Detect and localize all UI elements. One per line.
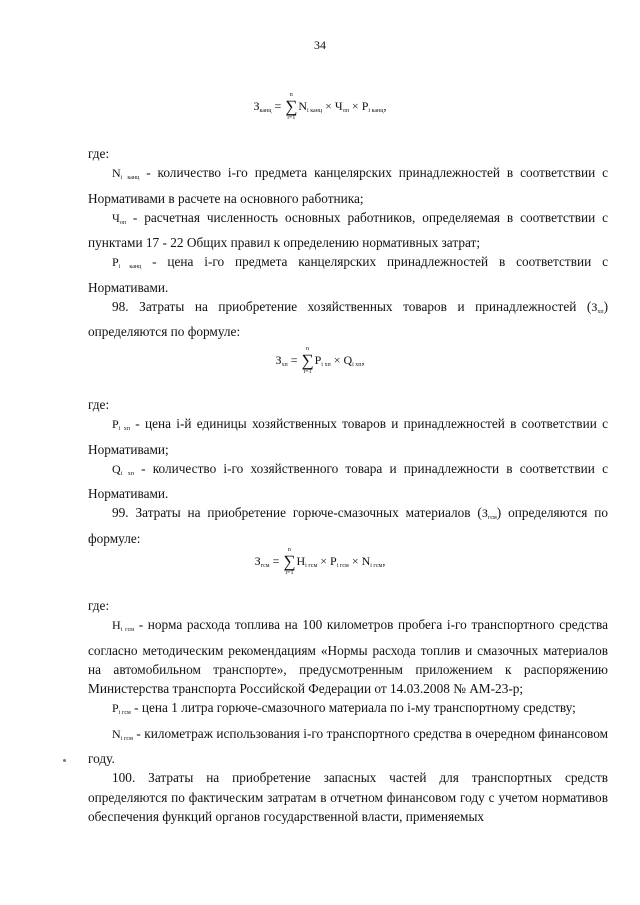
formula-multiply: × xyxy=(325,98,332,113)
formula-equals: = xyxy=(274,98,282,113)
definition-n-gsm-km xyxy=(88,724,608,769)
formula-term: Ч xyxy=(334,98,343,113)
definition-text: - норма расхода топлива на 100 километров пробега i-го транспортного средства согласно методическим рекомендациям «Нормы расхода топлив и смазочных материалов на автомобильном транспорте», предусмотренным приложением к распоряжению Министерства транспорта Российской Федерации от 14.03.2008 № АМ-23-р; xyxy=(88,617,608,697)
formula-kants xyxy=(0,92,640,122)
definition-symbol: $P_{i канц}$ xyxy=(112,255,142,271)
summation-sign: n ∑ i=1 xyxy=(283,547,296,576)
formula-multiply: × xyxy=(351,553,359,568)
formula-term-sub: i гсм xyxy=(336,562,349,569)
definition-symbol: $Ч_{оп}$ xyxy=(112,210,127,226)
formula-term-sub: i канц xyxy=(307,107,323,114)
page-number: 34 xyxy=(314,38,326,52)
definition-text: - количество i-го хозяйственного товара и принадлежности в соответствии с Нормативами. xyxy=(88,460,608,502)
formula-lhs-sub: канц xyxy=(259,107,272,114)
formula-multiply: × xyxy=(320,553,328,568)
formula-term: Q xyxy=(343,352,353,367)
text-block-2 xyxy=(88,395,608,548)
summation-sign: n ∑ i=1 xyxy=(301,346,314,375)
paragraph-99: 99. Затраты на приобретение горюче-смазочных материалов $(З_{гсм})$ определяются по формуле: xyxy=(88,505,608,546)
definition-text: - количество i-го предмета канцелярских принадлежностей в соответствии с Нормативами в расчете на основного работника; xyxy=(88,165,609,206)
formula-term-sub: i хп xyxy=(352,361,362,368)
where-label: где: xyxy=(88,598,110,613)
paragraph-100: 100. Затраты на приобретение запасных частей для транспортных средств определяются по фактическим затратам в отчетном финансовом году с учетом нормативов обеспечения функций органов государственной власти, применяемых xyxy=(88,770,608,824)
definition-text: - цена 1 литра горюче-смазочного материала по i-му транспортному средству; xyxy=(130,700,576,716)
formula-lhs: З xyxy=(254,553,261,568)
formula-term: P xyxy=(361,98,369,113)
formula-lhs-sub: хп xyxy=(281,361,288,368)
formula-term-sub: i гсм xyxy=(305,562,318,569)
formula-gsm xyxy=(0,547,640,577)
paragraph-98: 98. Затраты на приобретение хозяйственных товаров и принадлежностей $(З_{хп})$ определяются по формуле: xyxy=(88,299,608,340)
formula-term: P xyxy=(314,352,322,367)
text-block-3 xyxy=(88,596,608,826)
formula-term-sub: i канц xyxy=(368,107,384,114)
text-block-1 xyxy=(88,144,608,342)
formula-term: N xyxy=(361,553,371,568)
definition-text: - километраж использования i-го транспортного средства в очередном финансовом году. xyxy=(88,725,609,767)
formula-comma: , xyxy=(361,352,365,367)
definition-symbol: $N_{i канц}$ xyxy=(112,166,140,182)
formula-comma: , xyxy=(383,98,387,113)
where-label: где: xyxy=(88,397,110,412)
formula-multiply: × xyxy=(333,352,341,367)
formula-multiply: × xyxy=(351,98,359,113)
definition-n-gsm-norm xyxy=(88,615,608,698)
definition-p-khp xyxy=(88,414,608,459)
formula-equals: = xyxy=(272,553,280,568)
definition-symbol: $P_{i хп}$ xyxy=(112,417,131,433)
definition-symbol: $Н_{i гсм}$ xyxy=(112,618,135,634)
formula-term-sub: оп xyxy=(342,107,349,114)
scan-speck xyxy=(63,759,66,762)
definition-p-kants xyxy=(88,252,608,297)
formula-term: Н xyxy=(296,553,306,568)
formula-term: N xyxy=(298,98,308,113)
formula-term-sub: i хп xyxy=(321,361,331,368)
formula-comma: , xyxy=(382,553,386,568)
definition-text: - цена i-го предмета канцелярских принадлежностей в соответствии с Нормативами. xyxy=(88,254,608,295)
formula-term-sub: i гсм xyxy=(370,562,383,569)
definition-ch-op xyxy=(88,208,608,253)
formula-equals: = xyxy=(290,352,298,367)
formula-lhs: З xyxy=(253,98,260,113)
formula-term: P xyxy=(330,553,337,568)
definition-symbol: $N_{i гсм}$ xyxy=(112,726,133,742)
definition-p-gsm xyxy=(88,698,608,723)
where-label: где: xyxy=(88,146,110,161)
summation-sign: n ∑ i=1 xyxy=(285,92,298,121)
definition-n-kants xyxy=(88,163,608,208)
definition-q-khp xyxy=(88,459,608,504)
definition-text: - цена i-й единицы хозяйственных товаров и принадлежностей в соответствии с Нормативами; xyxy=(88,416,608,457)
definition-symbol: $Q_{i хп}$ xyxy=(112,461,134,477)
formula-khp xyxy=(0,346,640,376)
definition-symbol: $P_{i гсм}$ xyxy=(112,701,131,717)
definition-text: - расчетная численность основных работников, определяемая в соответствии с пунктами 17 - 22 Общих правил к определению нормативных затрат; xyxy=(88,209,608,251)
formula-lhs-sub: гсм xyxy=(260,562,270,569)
formula-lhs: З xyxy=(275,352,282,367)
